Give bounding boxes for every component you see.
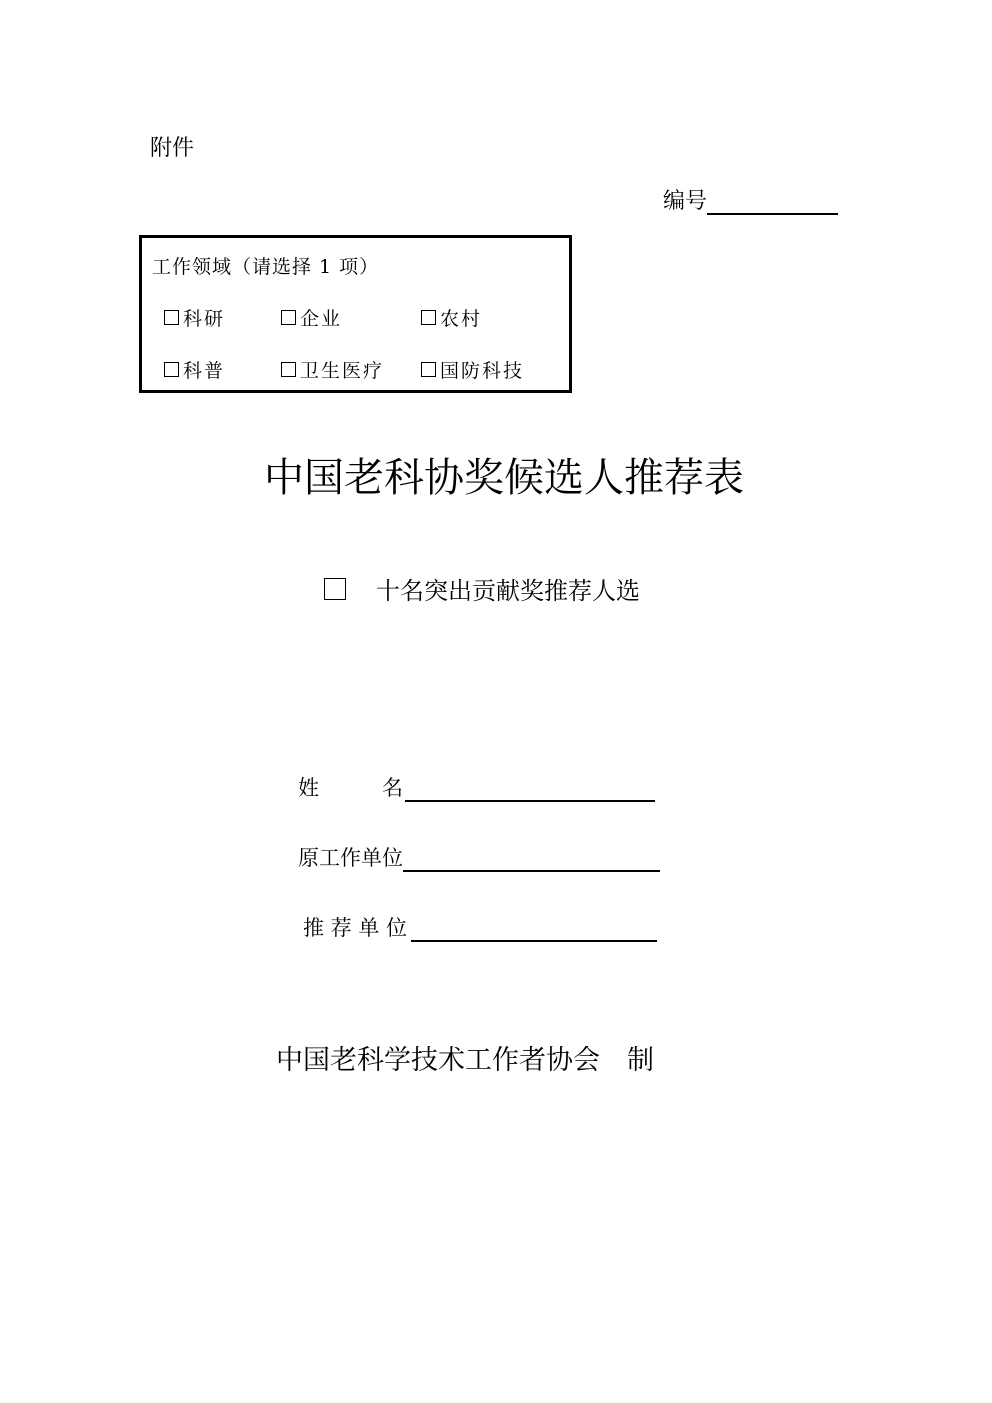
name-input-line[interactable]: [405, 774, 655, 802]
checkbox-icon[interactable]: [281, 362, 296, 377]
serial-input-line[interactable]: [707, 189, 838, 215]
option-science-popularization[interactable]: [164, 356, 225, 383]
option-label: 科普: [183, 360, 226, 382]
option-defense-tech[interactable]: [421, 356, 524, 383]
option-label: 企业: [300, 308, 343, 330]
option-research[interactable]: [164, 304, 225, 331]
option-enterprise[interactable]: [281, 304, 342, 331]
name-label: 姓 名: [298, 776, 403, 800]
option-label: 卫生医疗: [300, 360, 385, 382]
option-label: 农村: [440, 308, 483, 330]
checkbox-icon[interactable]: [281, 310, 296, 325]
page-title: 中国老科协奖候选人推荐表: [264, 455, 744, 501]
checkbox-icon[interactable]: [421, 310, 436, 325]
original-unit-input-line[interactable]: [403, 844, 660, 872]
serial-number-field: [663, 184, 838, 215]
original-unit-label: 原工作单位: [298, 846, 403, 870]
option-health-medical[interactable]: [281, 356, 384, 383]
recommender-field: [303, 912, 657, 942]
award-option[interactable]: [324, 571, 640, 606]
serial-label: 编号: [663, 189, 708, 214]
option-rural[interactable]: [421, 304, 482, 331]
issuer-line: 中国老科学技术工作者协会 制: [276, 1045, 654, 1076]
original-unit-field: [298, 842, 660, 872]
checkbox-icon[interactable]: [164, 310, 179, 325]
award-label: 十名突出贡献奖推荐人选: [376, 577, 640, 605]
option-label: 国防科技: [440, 360, 525, 382]
option-label: 科研: [183, 308, 226, 330]
checkbox-icon[interactable]: [164, 362, 179, 377]
checkbox-icon[interactable]: [421, 362, 436, 377]
checkbox-icon[interactable]: [324, 578, 346, 600]
work-field-box: [139, 235, 572, 393]
attachment-label: 附件: [150, 136, 195, 161]
work-field-title: 工作领域（请选择 1 项）: [152, 256, 380, 278]
recommender-label: 推 荐 单 位: [303, 916, 408, 940]
name-field: [298, 772, 655, 802]
recommender-input-line[interactable]: [411, 914, 657, 942]
